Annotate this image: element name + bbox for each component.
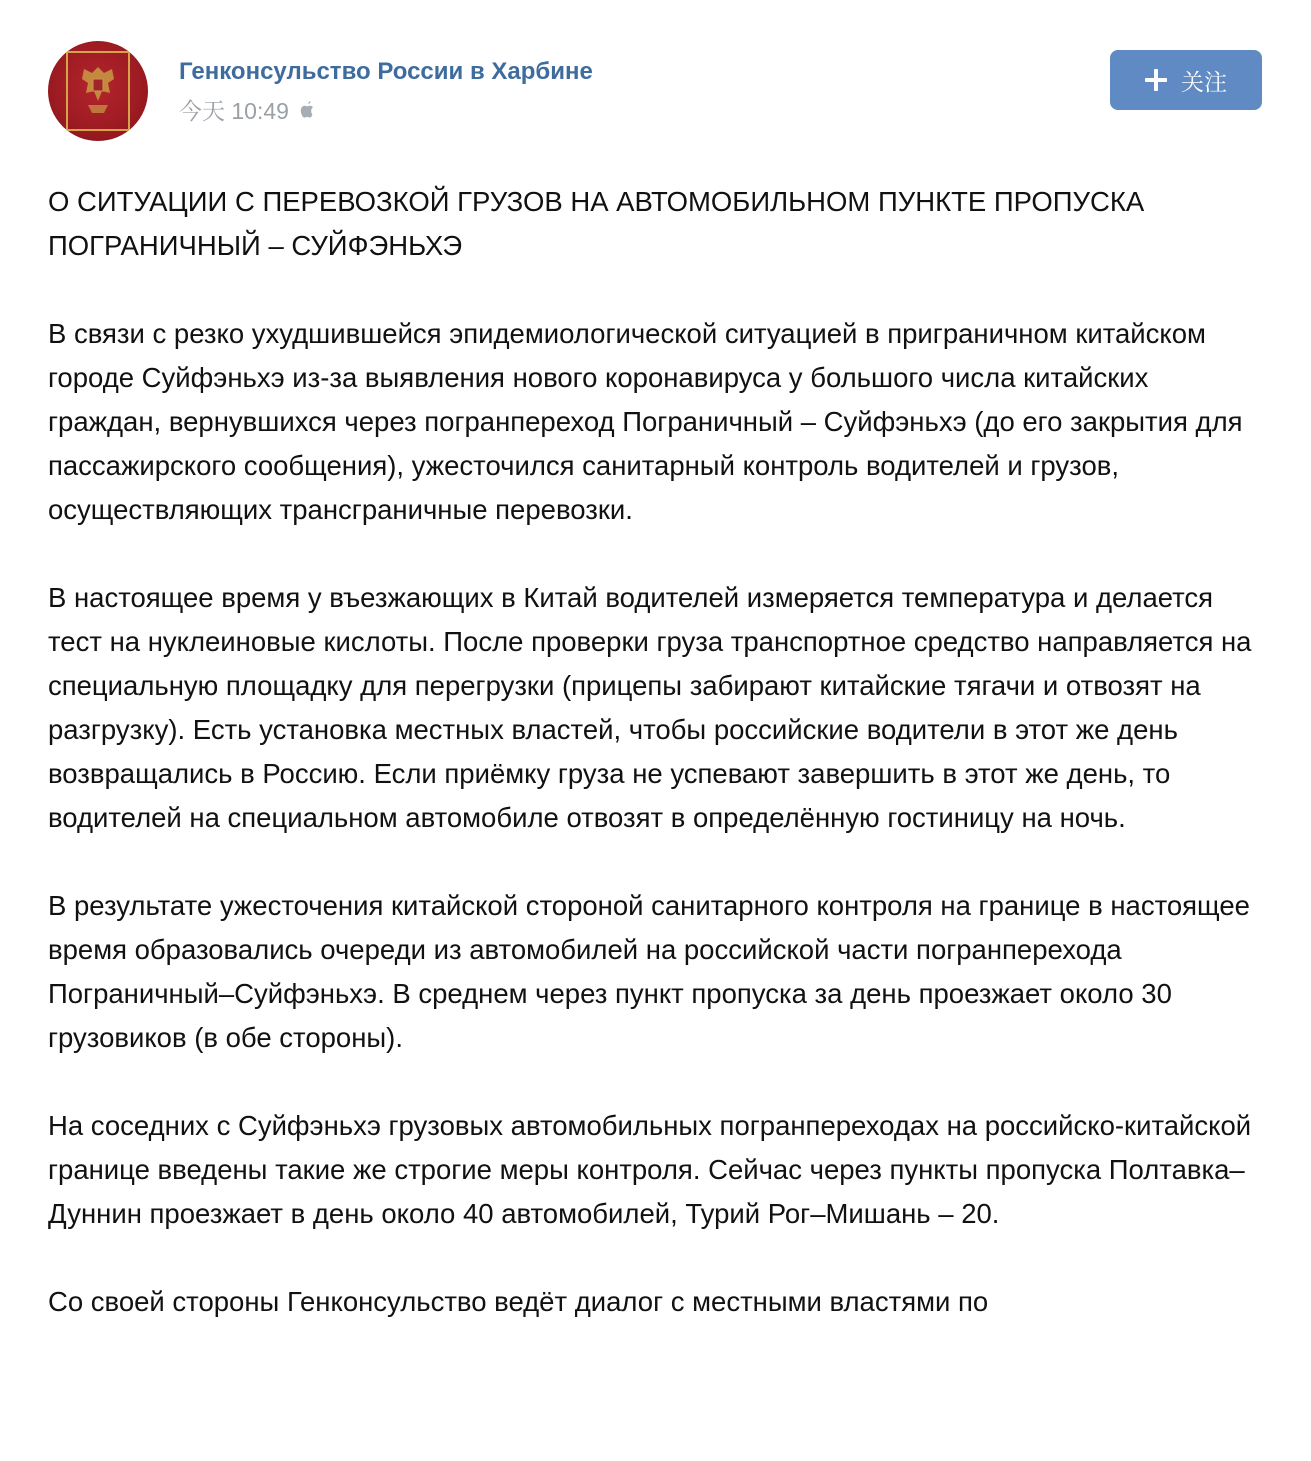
coat-of-arms-icon bbox=[66, 51, 130, 131]
post-headline: О СИТУАЦИИ С ПЕРЕВОЗКОЙ ГРУЗОВ НА АВТОМОБИЛЬНОМ ПУНКТЕ ПРОПУСКА ПОГРАНИЧНЫЙ – СУЙФЭНЬХЭ bbox=[48, 186, 1145, 261]
post-timestamp bbox=[179, 93, 315, 126]
post-paragraph: В настоящее время у въезжающих в Китай водителей измеряется температура и делается тест на нуклеиновые кислоты. После проверки груза транспортное средство направляется на специальную площадку для перегрузки (прицепы забирают китайские тягачи и отвозят на разгрузку). Есть установка местных властей, чтобы российские водители в этот же день возвращались в Россию. Если приёмку груза не успевают завершить в этот же день, то водителей на специальном автомобиле отвозят в определённую гостиницу на ночь. bbox=[48, 582, 1252, 833]
plus-icon bbox=[1145, 69, 1167, 91]
post-header bbox=[0, 0, 1311, 150]
post-paragraph: Со своей стороны Генконсульство ведёт диалог с местными властями по bbox=[48, 1286, 989, 1317]
post-paragraph: В связи с резко ухудшившейся эпидемиологической ситуацией в приграничном китайском городе Суйфэньхэ из-за выявления нового коронавируса у большого числа китайских граждан, вернувшихся через погранпереход Пограничный – Суйфэньхэ (до его закрытия для пассажирского сообщения), ужесточился санитарный контроль водителей и грузов, осуществляющих трансграничные перевозки. bbox=[48, 318, 1243, 525]
post-paragraph: На соседних с Суйфэньхэ грузовых автомобильных погранпереходах на российско-китайской границе введены такие же строгие меры контроля. Сейчас через пункты пропуска Полтавка–Дуннин проезжает в день около 40 автомобилей, Турий Рог–Мишань – 20. bbox=[48, 1110, 1252, 1229]
post-time-text: 今天 10:49 bbox=[179, 98, 289, 124]
apple-icon bbox=[299, 100, 315, 120]
follow-button[interactable] bbox=[1110, 50, 1262, 110]
post-body bbox=[48, 180, 1268, 1368]
follow-button-label: 关注 bbox=[1181, 68, 1227, 95]
author-name[interactable]: Генконсульство России в Харбине bbox=[179, 58, 593, 85]
post-paragraph: В результате ужесточения китайской стороной санитарного контроля на границе в настоящее время образовались очереди из автомобилей на российской части погранперехода Пограничный–Суйфэньхэ. В среднем через пункт пропуска за день проезжает около 30 грузовиков (в обе стороны). bbox=[48, 890, 1250, 1053]
avatar[interactable] bbox=[48, 41, 148, 141]
